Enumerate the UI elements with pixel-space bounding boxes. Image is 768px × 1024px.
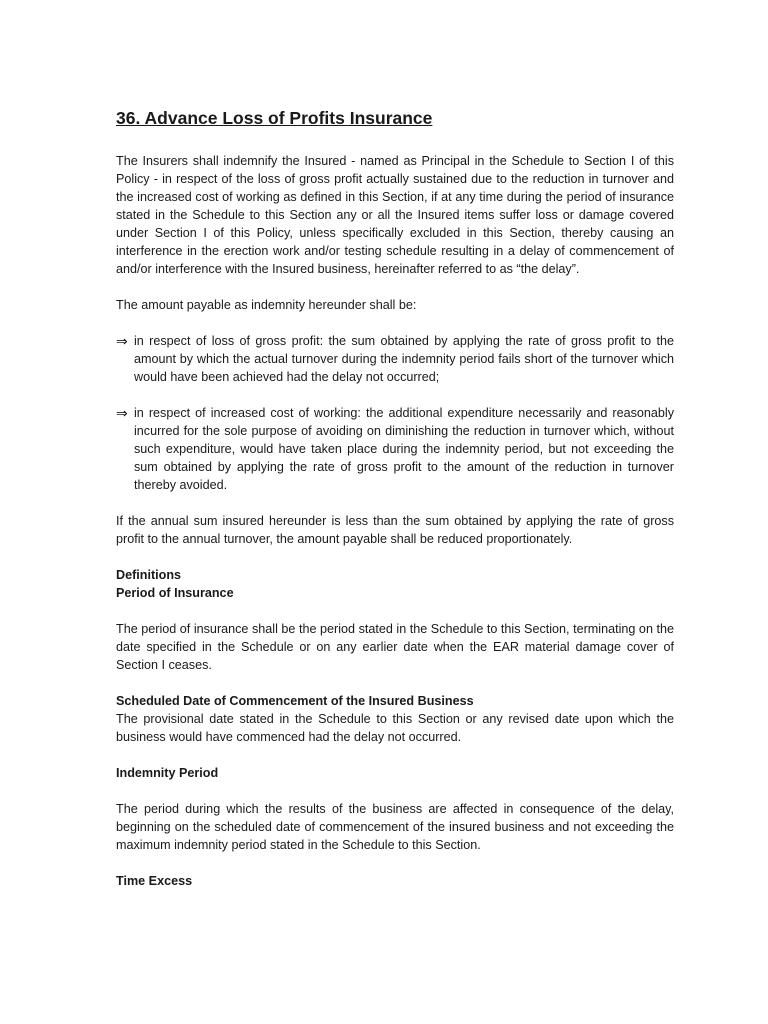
double-arrow-icon: ⇒ xyxy=(116,333,128,349)
definitions-heading: Definitions xyxy=(116,568,182,582)
period-text: The period of insurance shall be the period stated in the Schedule to this Section, terminating on the date specified in the Schedule or on any earlier date when the EAR material damage cover of Section I ceases. xyxy=(116,622,674,672)
bullet-text: in respect of loss of gross profit: the sum obtained by applying the rate of gross profit to the amount by which the actual turnover during the indemnity period fails short of the turnover which would have been achieved had the delay not occurred; xyxy=(134,334,674,384)
double-arrow-icon: ⇒ xyxy=(116,405,128,421)
bullet-text: in respect of increased cost of working: the additional expenditure necessarily and reasonably incurred for the sole purpose of avoiding on diminishing the reduction in turnover which, without such expenditure, would have taken place during the indemnity period, but not exceeding the sum obtained by applying the rate of gross profit to the amount of the reduction in turnover thereby avoided. xyxy=(134,406,674,492)
indemnity-heading: Indemnity Period xyxy=(116,766,219,780)
scheduled-heading: Scheduled Date of Commencement of the Insured Business xyxy=(116,694,474,708)
period-heading: Period of Insurance xyxy=(116,586,234,600)
scheduled-text: The provisional date stated in the Schedule to this Section or any revised date upon which the business would have commenced had the delay not occurred. xyxy=(116,712,674,744)
indemnity-text: The period during which the results of the business are affected in consequence of the delay, beginning on the scheduled date of commencement of the insured business and not exceeding the maximum indemnity period stated in the Schedule to this Section. xyxy=(116,802,674,852)
bullet-gross-profit xyxy=(116,332,674,386)
amount-intro: The amount payable as indemnity hereunder shall be: xyxy=(116,298,417,312)
intro-paragraph: The Insurers shall indemnify the Insured - named as Principal in the Schedule to Section I of this Policy - in respect of the loss of gross profit actually sustained due to the reduction in turnover and the increased cost of working as defined in this Section, if at any time during the period of insurance stated in the Schedule to this Section any or all the Insured items suffer loss or damage covered under Section I of this Policy, unless specifically excluded in this Section, thereby causing an interference in the erection work and/or testing schedule resulting in a delay of commencement of and/or interference with the Insured business, hereinafter referred to as “the delay”. xyxy=(116,154,674,276)
time-excess-heading: Time Excess xyxy=(116,874,193,888)
section-title: 36. Advance Loss of Profits Insurance xyxy=(116,108,433,128)
bullet-increased-cost xyxy=(116,404,674,494)
proportion-paragraph: If the annual sum insured hereunder is less than the sum obtained by applying the rate of gross profit to the annual turnover, the amount payable shall be reduced proportionately. xyxy=(116,514,674,546)
